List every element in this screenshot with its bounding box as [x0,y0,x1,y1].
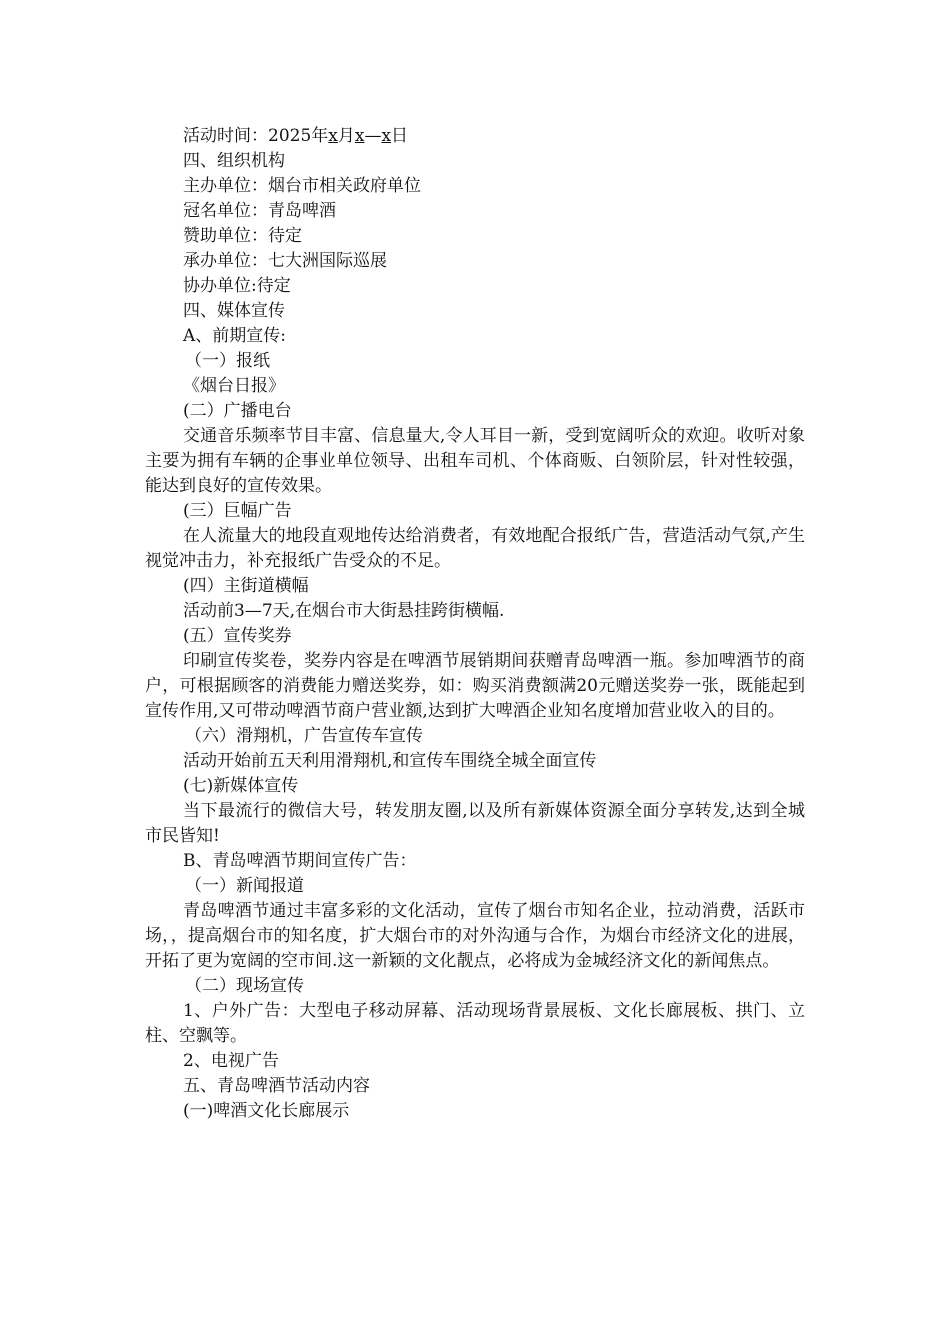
subsection-newspaper: （一）报纸 [185,351,270,371]
day-end-blank: x [381,126,392,146]
co-organizer-unit: 协办单位:待定 [183,276,291,296]
activity-item-1: (一)啤酒文化长廊展示 [183,1101,350,1121]
coupon-paragraph: 印刷宣传奖卷，奖券内容是在啤酒节展销期间获赠青岛啤酒一瓶。参加啤酒节的商户，可根据顾客的消费能力赠送奖券，如：购买消费额满20元赠送奖券一张，既能起到宣传作用,又可带动啤酒节商户营业额,达到扩大啤酒企业知名度增加营业收入的目的。 [145,651,805,721]
new-media-paragraph: 当下最流行的微信大号，转发朋友圈,以及所有新媒体资源全面分享转发,达到全城市民皆知! [145,801,805,846]
tv-ads-line: 2、电视广告 [183,1051,279,1071]
newspaper-name: 《烟台日报》 [183,376,285,396]
month-blank: x [328,126,338,146]
subsection-billboard: (三）巨幅广告 [183,501,292,521]
outdoor-ads-paragraph: 1、户外广告：大型电子移动屏幕、活动现场背景展板、文化长廊展板、拱门、立柱、空飘等。 [145,1001,805,1046]
sponsor-unit: 赞助单位：待定 [183,226,302,246]
subsection-coupon: (五）宣传奖券 [183,626,292,646]
heading-organization: 四、组织机构 [183,151,285,171]
subsection-new-media: (七)新媒体宣传 [183,776,299,796]
subsection-glider: （六）滑翔机，广告宣传车宣传 [185,726,423,746]
organizer-unit: 承办单位：七大洲国际巡展 [183,251,387,271]
title-sponsor-unit: 冠名单位：青岛啤酒 [183,201,336,221]
month-label: 月 [337,126,355,146]
subsection-news: （一）新闻报道 [185,876,304,896]
dash: — [364,126,382,146]
banner-paragraph: 活动前3—7天,在烟台市大街悬挂跨街横幅. [183,601,505,621]
event-time-line [145,124,805,149]
day-label: 日 [391,126,409,146]
subsection-banner: (四）主街道横幅 [183,576,309,596]
section-a-heading: A、前期宣传: [183,326,287,346]
radio-paragraph: 交通音乐频率节目丰富、信息量大,令人耳目一新，受到宽阔听众的欢迎。收听对象主要为拥有车辆的企事业单位领导、出租车司机、个体商贩、白领阶层，针对性较强，能达到良好的宣传效果。 [145,426,805,496]
heading-activities: 五、青岛啤酒节活动内容 [183,1076,370,1096]
section-b-heading: B、青岛啤酒节期间宣传广告： [183,851,417,871]
heading-media: 四、媒体宣传 [183,301,285,321]
day-start-blank: x [354,126,365,146]
host-unit: 主办单位：烟台市相关政府单位 [183,176,421,196]
glider-paragraph: 活动开始前五天利用滑翔机,和宣传车围绕全城全面宣传 [183,751,597,771]
billboard-paragraph: 在人流量大的地段直观地传达给消费者，有效地配合报纸广告，营造活动气氛,产生视觉冲击力，补充报纸广告受众的不足。 [145,526,805,571]
subsection-radio: (二）广播电台 [183,401,292,421]
subsection-onsite: （二）现场宣传 [185,976,304,996]
document-body [145,124,805,1124]
event-time-prefix: 活动时间：2025年 [183,126,329,146]
news-paragraph: 青岛啤酒节通过丰富多彩的文化活动，宣传了烟台市知名企业，拉动消费，活跃市场，，提高烟台市的知名度，扩大烟台市的对外沟通与合作，为烟台市经济文化的进展，开拓了更为宽阔的空市间.这一新颖的文化靓点，必将成为金城经济文化的新闻焦点。 [145,901,805,971]
